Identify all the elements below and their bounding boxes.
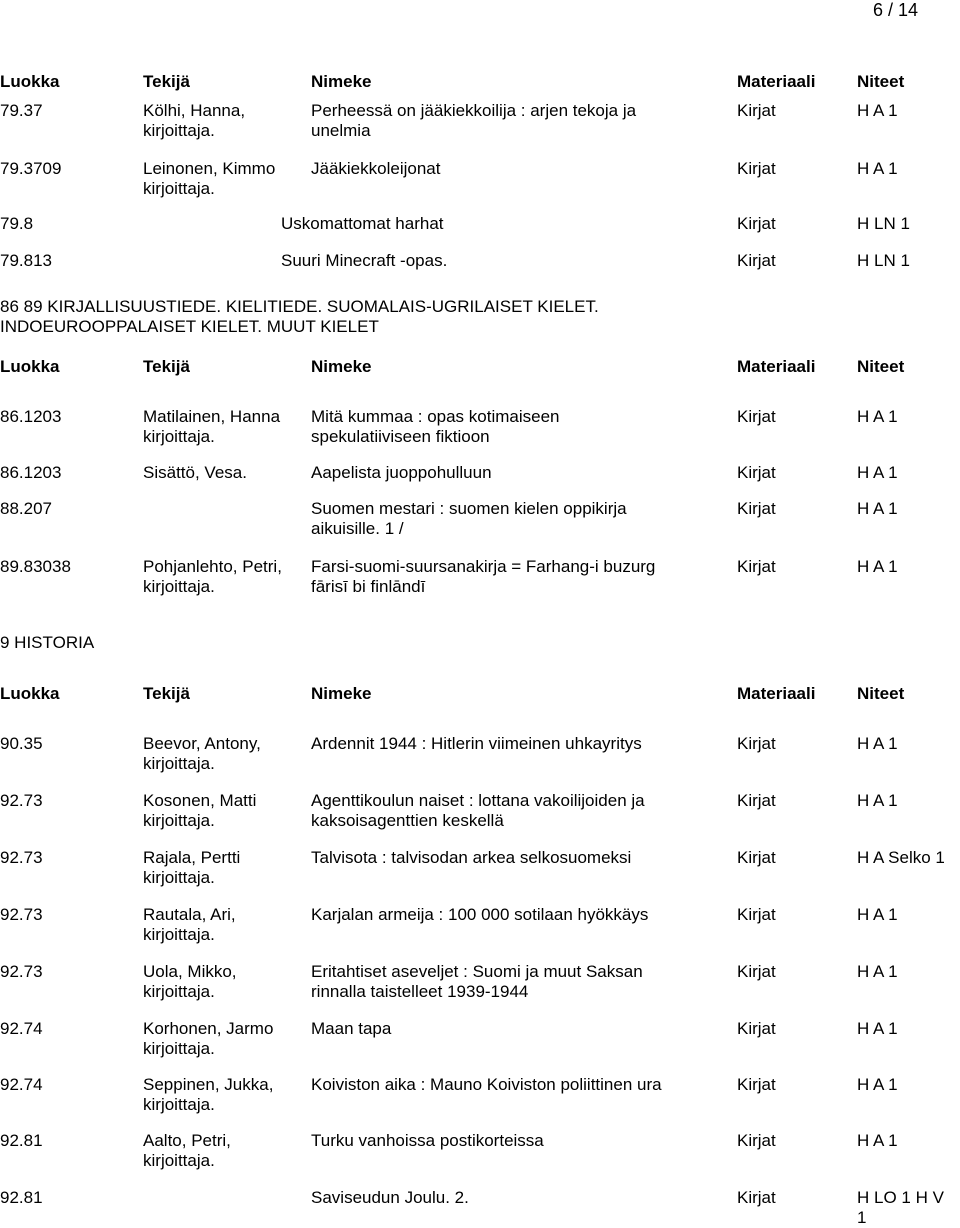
cell-materiaali: Kirjat bbox=[737, 1075, 776, 1094]
nimeke-line: Koiviston aika : Mauno Koiviston poliittinen ura bbox=[311, 1075, 662, 1094]
cell-nimeke bbox=[311, 557, 655, 597]
cell-nimeke bbox=[311, 1131, 544, 1151]
cell-niteet: H A 1 bbox=[857, 1075, 898, 1094]
page-number: 6 / 14 bbox=[872, 0, 918, 20]
cell-materiaali: Kirjat bbox=[737, 1188, 776, 1207]
tekija-line: kirjoittaja. bbox=[143, 179, 215, 198]
cell-niteet: H A 1 bbox=[857, 1131, 898, 1150]
cell-nimeke bbox=[281, 214, 444, 234]
cell-materiaali: Kirjat bbox=[737, 101, 776, 120]
cell-nimeke bbox=[311, 791, 645, 831]
tekija-line: kirjoittaja. bbox=[143, 754, 215, 773]
cell-niteet: H A 1 bbox=[857, 499, 898, 518]
tekija-line: Seppinen, Jukka, bbox=[143, 1075, 274, 1094]
nimeke-line: Suuri Minecraft -opas. bbox=[281, 251, 448, 270]
cell-luokka: 92.73 bbox=[0, 905, 43, 924]
cell-tekija bbox=[143, 734, 261, 774]
cell-niteet: H A 1 bbox=[857, 557, 898, 576]
cell-tekija bbox=[143, 848, 240, 888]
cell-nimeke bbox=[311, 848, 631, 868]
cell-materiaali: Kirjat bbox=[737, 848, 776, 867]
header-materiaali: Materiaali bbox=[737, 72, 816, 91]
nimeke-line: Perheessä on jääkiekkoilija : arjen tekoja ja bbox=[311, 101, 637, 120]
header-luokka: Luokka bbox=[0, 357, 60, 376]
tekija-line: kirjoittaja. bbox=[143, 427, 215, 446]
cell-luokka: 86.1203 bbox=[0, 407, 62, 426]
cell-luokka: 90.35 bbox=[0, 734, 43, 753]
cell-luokka: 92.81 bbox=[0, 1131, 43, 1150]
cell-niteet: H A 1 bbox=[857, 463, 898, 482]
tekija-line: Rajala, Pertti bbox=[143, 848, 241, 867]
nimeke-line: Mitä kummaa : opas kotimaiseen bbox=[311, 407, 560, 426]
header-luokka: Luokka bbox=[0, 684, 60, 703]
cell-materiaali: Kirjat bbox=[737, 499, 776, 518]
tekija-line: Kosonen, Matti bbox=[143, 791, 257, 810]
nimeke-line: Uskomattomat harhat bbox=[281, 214, 444, 233]
cell-niteet: H A Selko 1 bbox=[857, 848, 945, 867]
nimeke-line: rinnalla taistelleet 1939-1944 bbox=[311, 982, 529, 1001]
cell-tekija bbox=[143, 1131, 231, 1171]
cell-nimeke bbox=[311, 101, 636, 141]
tekija-line: Uola, Mikko, bbox=[143, 962, 237, 981]
cell-tekija bbox=[143, 905, 236, 945]
header-nimeke: Nimeke bbox=[311, 72, 372, 91]
nimeke-line: Turku vanhoissa postikorteissa bbox=[311, 1131, 544, 1150]
cell-nimeke bbox=[311, 962, 643, 1002]
cell-materiaali: Kirjat bbox=[737, 1131, 776, 1150]
cell-nimeke bbox=[311, 407, 560, 447]
cell-niteet: H A 1 bbox=[857, 1019, 898, 1038]
cell-niteet: H A 1 bbox=[857, 407, 898, 426]
header-materiaali: Materiaali bbox=[737, 684, 816, 703]
section-heading-line: INDOEUROOPPALAISET KIELET. MUUT KIELET bbox=[0, 317, 379, 336]
tekija-line: kirjoittaja. bbox=[143, 811, 215, 830]
tekija-line: kirjoittaja. bbox=[143, 1039, 215, 1058]
cell-niteet: H A 1 bbox=[857, 734, 898, 753]
cell-materiaali: Kirjat bbox=[737, 962, 776, 981]
cell-niteet: H A 1 bbox=[857, 962, 898, 981]
nimeke-line: Jääkiekkoleijonat bbox=[311, 159, 441, 178]
cell-luokka: 92.73 bbox=[0, 848, 43, 867]
header-niteet: Niteet bbox=[857, 357, 905, 376]
nimeke-line: Aapelista juoppohulluun bbox=[311, 463, 492, 482]
tekija-line: kirjoittaja. bbox=[143, 1095, 215, 1114]
section-heading-line: 86 89 KIRJALLISUUSTIEDE. KIELITIEDE. SUOMALAIS-UGRILAISET KIELET. bbox=[0, 297, 599, 316]
nimeke-line: Karjalan armeija : 100 000 sotilaan hyökkäys bbox=[311, 905, 649, 924]
nimeke-line: Suomen mestari : suomen kielen oppikirja bbox=[311, 499, 627, 518]
nimeke-line: Ardennit 1944 : Hitlerin viimeinen uhkayritys bbox=[311, 734, 642, 753]
nimeke-line: Eritahtiset aseveljet : Suomi ja muut Saksan bbox=[311, 962, 643, 981]
cell-materiaali: Kirjat bbox=[737, 557, 776, 576]
cell-materiaali: Kirjat bbox=[737, 734, 776, 753]
cell-luokka: 92.73 bbox=[0, 791, 43, 810]
header-nimeke: Nimeke bbox=[311, 357, 372, 376]
cell-nimeke bbox=[311, 905, 648, 925]
header-tekija: Tekijä bbox=[143, 357, 190, 376]
cell-tekija bbox=[143, 159, 275, 199]
cell-tekija bbox=[143, 791, 256, 831]
tekija-line: Pohjanlehto, Petri, bbox=[143, 557, 282, 576]
cell-nimeke bbox=[311, 734, 642, 754]
cell-tekija bbox=[143, 962, 237, 1002]
cell-nimeke bbox=[311, 1075, 662, 1095]
header-nimeke: Nimeke bbox=[311, 684, 372, 703]
cell-nimeke bbox=[311, 159, 440, 179]
cell-luokka: 92.74 bbox=[0, 1075, 43, 1094]
tekija-line: Beevor, Antony, bbox=[143, 734, 261, 753]
cell-luokka: 89.83038 bbox=[0, 557, 71, 576]
cell-niteet: H LN 1 bbox=[857, 251, 910, 270]
cell-luokka: 86.1203 bbox=[0, 463, 62, 482]
nimeke-line: Maan tapa bbox=[311, 1019, 392, 1038]
tekija-line: kirjoittaja. bbox=[143, 868, 215, 887]
cell-niteet: H A 1 bbox=[857, 159, 898, 178]
nimeke-line: Agenttikoulun naiset : lottana vakoilijoiden ja bbox=[311, 791, 645, 810]
header-luokka: Luokka bbox=[0, 72, 60, 91]
nimeke-line: Talvisota : talvisodan arkea selkosuomeksi bbox=[311, 848, 632, 867]
section-3-heading bbox=[0, 633, 94, 653]
cell-nimeke bbox=[311, 1019, 391, 1039]
cell-tekija bbox=[143, 407, 280, 447]
cell-luokka: 79.813 bbox=[0, 251, 52, 270]
tekija-line: Korhonen, Jarmo bbox=[143, 1019, 274, 1038]
tekija-line: Rautala, Ari, bbox=[143, 905, 236, 924]
cell-nimeke bbox=[311, 463, 492, 483]
nimeke-line: kaksoisagenttien keskellä bbox=[311, 811, 504, 830]
cell-niteet: H A 1 bbox=[857, 905, 898, 924]
tekija-line: Aalto, Petri, bbox=[143, 1131, 231, 1150]
tekija-line: kirjoittaja. bbox=[143, 1151, 215, 1170]
tekija-line: Matilainen, Hanna bbox=[143, 407, 281, 426]
cell-niteet: H LN 1 bbox=[857, 214, 910, 233]
cell-materiaali: Kirjat bbox=[737, 251, 776, 270]
header-tekija: Tekijä bbox=[143, 72, 190, 91]
header-tekija: Tekijä bbox=[143, 684, 190, 703]
cell-luokka: 92.81 bbox=[0, 1188, 43, 1207]
cell-tekija bbox=[143, 557, 282, 597]
cell-materiaali: Kirjat bbox=[737, 1019, 776, 1038]
cell-tekija bbox=[143, 1019, 273, 1059]
cell-luokka: 92.74 bbox=[0, 1019, 43, 1038]
nimeke-line: Saviseudun Joulu. 2. bbox=[311, 1188, 469, 1207]
cell-tekija bbox=[143, 101, 245, 141]
cell-materiaali: Kirjat bbox=[737, 407, 776, 426]
header-niteet: Niteet bbox=[857, 684, 905, 703]
header-niteet: Niteet bbox=[857, 72, 905, 91]
section-2-heading bbox=[0, 297, 599, 337]
tekija-line: Leinonen, Kimmo bbox=[143, 159, 276, 178]
tekija-line: kirjoittaja. bbox=[143, 121, 215, 140]
cell-materiaali: Kirjat bbox=[737, 905, 776, 924]
cell-luokka: 79.3709 bbox=[0, 159, 62, 178]
cell-materiaali: Kirjat bbox=[737, 791, 776, 810]
nimeke-line: aikuisille. 1 / bbox=[311, 519, 404, 538]
header-materiaali: Materiaali bbox=[737, 357, 816, 376]
nimeke-line: Farsi-suomi-suursanakirja = Farhang-i buzurg bbox=[311, 557, 656, 576]
cell-niteet: H A 1 bbox=[857, 101, 898, 120]
tekija-line: Sisättö, Vesa. bbox=[143, 463, 247, 482]
nimeke-line: spekulatiiviseen fiktioon bbox=[311, 427, 490, 446]
cell-nimeke bbox=[281, 251, 447, 271]
cell-tekija bbox=[143, 463, 247, 483]
cell-materiaali: Kirjat bbox=[737, 159, 776, 178]
cell-luokka: 79.37 bbox=[0, 101, 43, 120]
cell-niteet: H A 1 bbox=[857, 791, 898, 810]
cell-nimeke bbox=[311, 1188, 469, 1208]
tekija-line: kirjoittaja. bbox=[143, 577, 215, 596]
cell-luokka: 88.207 bbox=[0, 499, 52, 518]
tekija-line: Kölhi, Hanna, bbox=[143, 101, 246, 120]
tekija-line: kirjoittaja. bbox=[143, 925, 215, 944]
cell-luokka: 92.73 bbox=[0, 962, 43, 981]
cell-luokka: 79.8 bbox=[0, 214, 34, 233]
cell-materiaali: Kirjat bbox=[737, 463, 776, 482]
tekija-line: kirjoittaja. bbox=[143, 982, 215, 1001]
nimeke-line: unelmia bbox=[311, 121, 371, 140]
nimeke-line: fārisī bi finlāndī bbox=[311, 577, 426, 596]
cell-nimeke bbox=[311, 499, 627, 539]
cell-materiaali: Kirjat bbox=[737, 214, 776, 233]
section-heading-line: 9 HISTORIA bbox=[0, 633, 95, 652]
cell-niteet: H LO 1 H V 1 bbox=[857, 1188, 944, 1227]
cell-tekija bbox=[143, 1075, 273, 1115]
